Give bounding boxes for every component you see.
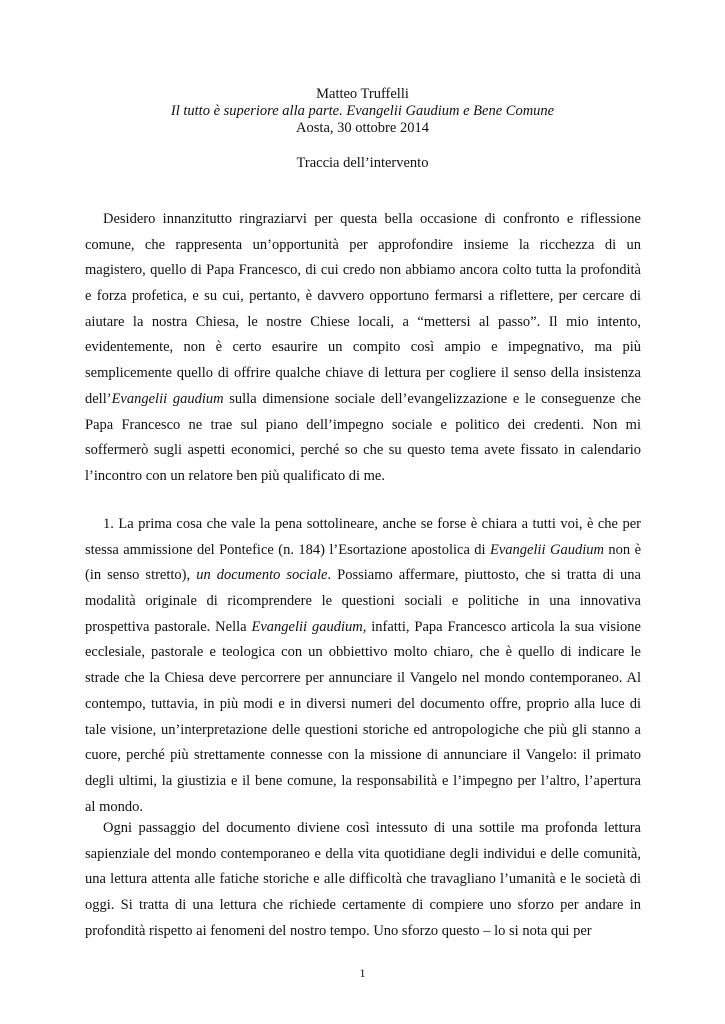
text-run: l’incontro con un relatore ben più qualificato di me. [85, 467, 385, 484]
text-line [85, 743, 641, 769]
italic-text: un documento sociale [196, 567, 328, 584]
text-line [85, 361, 641, 387]
text-run: comune, che rappresenta un’opportunità per approfondire insieme la ricchezza di un [85, 236, 641, 253]
text-run: una lettura attenta alle fatiche storiche e alle difficoltà che travagliano l’umanità e le società di [85, 871, 641, 888]
text-line [85, 258, 641, 284]
text-run: (in senso stretto), [85, 567, 197, 584]
text-line [85, 207, 641, 233]
text-line [85, 413, 641, 439]
paragraph-point-1 [85, 512, 641, 820]
text-run: 1. La prima cosa che vale la pena sottolineare, anche se forse è chiara a tutti voi, è che per [103, 516, 641, 532]
text-line [85, 464, 641, 490]
text-run: prospettiva pastorale. Nella [85, 618, 252, 635]
text-run: e forza profetica, e su cui, pertanto, è davvero opportuno fermarsi a riflettere, per cercare di [85, 288, 641, 305]
page-number: 1 [359, 966, 366, 980]
text-run: ecclesiale, pastorale e teologica con un obbiettivo molto chiaro, che è quello di indicare le [85, 644, 641, 661]
text-run: non è [603, 541, 641, 558]
text-line [85, 615, 641, 641]
text-run: profondità rispetto ai fenomeni del nostro tempo. Uno sforzo questo – lo si nota qui per [85, 922, 592, 939]
text-line [85, 919, 641, 945]
text-run: strade che la Chiesa deve percorrere per annunciare il Vangelo nel mondo contemporaneo. Al [85, 670, 641, 687]
text-line [85, 666, 641, 692]
text-line [85, 538, 641, 564]
section-title: Traccia dell’intervento [296, 155, 429, 171]
text-line [85, 816, 641, 842]
italic-text: Evangelii gaudium [251, 618, 363, 635]
text-run: magistero, quello di Papa Francesco, di cui credo non abbiamo ancora colto tutta la profondità [85, 262, 641, 279]
text-line [85, 842, 641, 868]
italic-text: Evangelii Gaudium [490, 541, 604, 558]
text-run: semplicemente quello di offrire qualche chiave di lettura per cogliere il senso della insistenza [85, 365, 641, 382]
text-line [85, 335, 641, 361]
place-date: Aosta, 30 ottobre 2014 [296, 120, 429, 136]
text-run: aiutare la nostra Chiesa, le nostre Chiese locali, a “mettersi al passo”. Il mio intento, [85, 313, 641, 330]
text-line [85, 284, 641, 310]
document-header [0, 86, 725, 172]
text-run: stessa ammissione del Pontefice (n. 184) l’Esortazione apostolica di [85, 541, 491, 558]
text-run: . Possiamo affermare, piuttosto, che si tratta di una [327, 567, 641, 584]
text-run: soffermerò sugli aspetti economici, perché so che su questo tema avete fissato in calendario [85, 442, 641, 459]
paragraph-point-1-continued [85, 816, 641, 944]
talk-title: Il tutto è superiore alla parte. Evangelii Gaudium e Bene Comune [170, 103, 555, 119]
text-line [85, 233, 641, 259]
text-line [85, 438, 641, 464]
text-line [85, 563, 641, 589]
text-run: sulla dimensione sociale dell’evangelizzazione e le conseguenze che [223, 390, 641, 407]
text-line [85, 589, 641, 615]
text-line [85, 718, 641, 744]
text-run: , infatti, Papa Francesco articola la sua visione [362, 618, 641, 635]
text-line [85, 310, 641, 336]
text-run: modalità originale di ricomprendere le questioni sociali e politiche in una innovativa [85, 593, 641, 610]
text-line [85, 512, 641, 538]
paragraph-intro [85, 207, 641, 490]
text-run: dell’ [85, 390, 112, 407]
text-line [85, 769, 641, 795]
text-line [85, 692, 641, 718]
text-run: cuore, perché più strettamente connesse con la missione di annunciare il Vangelo: il primato [85, 747, 641, 764]
text-run: contempo, tuttavia, in più modi e in diversi numeri del documento offre, proprio alla luce di [85, 695, 641, 712]
text-line [85, 387, 641, 413]
text-run: al mondo. [85, 798, 143, 815]
text-run: degli ultimi, la giustizia e il bene comune, la responsabilità e l’impegno per l’altro, l’apertura [85, 772, 641, 789]
text-run: Papa Francesco ne trae sul piano dell’impegno sociale e politico dei credenti. Non mi [85, 416, 641, 433]
text-line [85, 893, 641, 919]
italic-text: Evangelii gaudium [111, 390, 224, 407]
text-run: sapienziale del mondo contemporaneo e della vita quotidiane degli individui e delle comunità, [85, 845, 641, 862]
text-run: oggi. Si tratta di una lettura che richiede certamente di compiere uno sforzo per andare in [85, 897, 641, 914]
text-run: Desidero innanzitutto ringraziarvi per questa bella occasione di confronto e riflessione [103, 211, 641, 227]
text-line [85, 867, 641, 893]
text-run: evidentemente, non è certo esaurire un compito così ampio e impegnativo, ma più [85, 339, 641, 356]
author-name: Matteo Truffelli [316, 86, 409, 102]
text-run: Ogni passaggio del documento diviene così intessuto di una sottile ma profonda lettura [103, 820, 641, 836]
text-line [85, 640, 641, 666]
text-run: tale visione, un’interpretazione delle questioni storiche ed antropologiche che più gli stanno a [85, 721, 641, 738]
